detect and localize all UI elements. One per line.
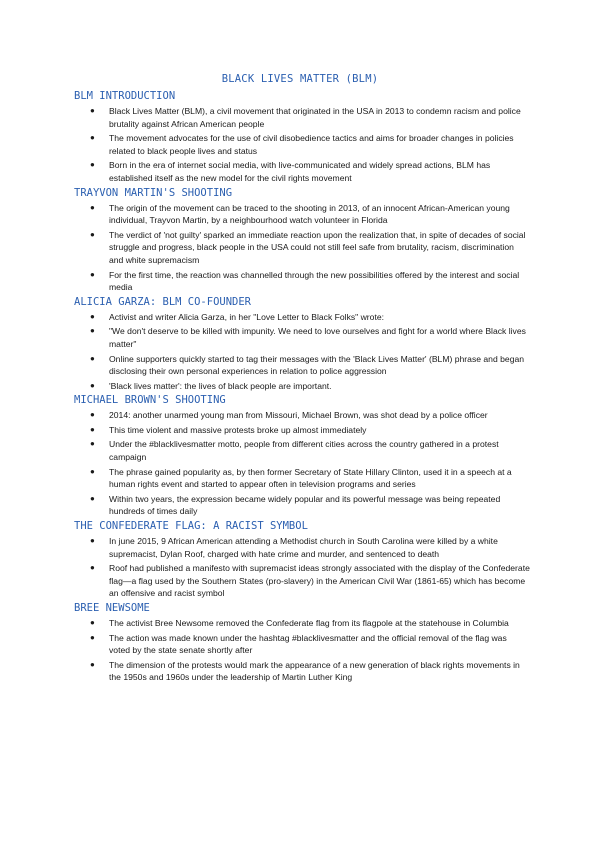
bullet-icon: ● [90,106,95,115]
bullet-text: The verdict of 'not guilty' sparked an immediate reaction upon the realization that, in spite of decades of social struggle and progress, black people in the USA could not still feel safe from brutality, racism, discrimination and white supremacism [109,229,526,265]
section [0,394,600,518]
bullet-list [0,409,600,518]
bullet-item [0,380,600,393]
bullet-text: Roof had published a manifesto with supremacist ideas strongly associated with the display of the Confederate flag—a flag used by the Southern States (pro-slavery) in the American Civil War (1861-65) which has become an offensive and racist symbol [109,563,530,599]
bullet-icon: ● [90,424,95,434]
bullet-item [0,202,600,227]
bullet-icon: ● [90,269,95,279]
bullet-text: Within two years, the expression became widely popular and its powerful message was being repeated hundreds of times daily [109,493,501,517]
bullet-item [0,353,600,378]
section-heading: BREE NEWSOME [74,602,150,614]
bullet-text: Born in the era of internet social media, with live-communicated and widely spread actions, BLM has established itself as the new model for the civil rights movement [109,160,491,183]
bullet-item [0,105,600,130]
bullet-icon: ● [90,618,95,627]
bullet-text: The action was made known under the hashtag #blacklivesmatter and the official removal of the flag was voted by the state senate shortly after [109,632,507,656]
bullet-item [0,132,600,157]
bullet-icon: ● [90,133,95,143]
bullet-text: Online supporters quickly started to tag their messages with the 'Black Lives Matter' (BLM) phrase and began disclosing their own personal experiences in relation to police aggression [109,353,525,377]
bullet-text: For the first time, the reaction was channelled through the new possibilities offered by the interest and social media [109,269,520,293]
bullet-icon: ● [90,160,95,170]
section-heading: ALICIA GARZA: BLM CO-FOUNDER [74,295,252,308]
bullet-list [0,617,600,684]
bullet-icon: ● [90,439,95,449]
document-title: BLACK LIVES MATTER (BLM) [221,73,379,85]
section-heading: BLM INTRODUCTION [74,90,176,102]
bullet-text: The phrase gained popularity as, by then former Secretary of State Hillary Clinton, used it in a speech at a human rights event and started to appear often in television programs and series [109,466,512,490]
bullet-item [0,424,600,437]
bullet-icon: ● [90,493,95,503]
bullet-text: This time violent and massive protests broke up almost immediately [109,424,367,435]
section [0,187,600,294]
bullet-icon: ● [90,311,95,321]
bullet-item [0,438,600,463]
bullet-text: "We don't deserve to be killed with impunity. We need to love ourselves and fight for a world where Black lives matter" [109,326,526,349]
bullet-text: 2014: another unarmed young man from Missouri, Michael Brown, was shot dead by a police officer [109,410,488,421]
bullet-item [0,632,600,657]
section-heading: THE CONFEDERATE FLAG: A RACIST SYMBOL [74,520,308,533]
bullet-icon: ● [90,202,95,212]
bullet-icon: ● [90,536,95,546]
section [0,90,600,185]
bullet-item [0,409,600,422]
bullet-text: In june 2015, 9 African American attending a Methodist church in South Carolina were killed by a white supremacist, Dylan Roof, charged with hate crime and murder, and sentenced to death [109,536,498,559]
bullet-icon: ● [90,659,95,669]
bullet-list [0,311,600,393]
bullet-icon: ● [90,466,95,476]
bullet-text: Under the #blacklivesmatter motto, people from different cities across the country gathered in a protest campaign [109,439,499,463]
bullet-item [0,493,600,518]
section [0,520,600,600]
section [0,602,600,684]
bullet-icon: ● [90,326,95,336]
bullet-text: 'Black lives matter': the lives of black people are important. [109,380,332,391]
bullet-text: Activist and writer Alicia Garza, in her "Love Letter to Black Folks" wrote: [109,311,384,322]
bullet-icon: ● [90,410,95,420]
bullet-item [0,269,600,294]
bullet-text: The dimension of the protests would mark the appearance of a new generation of black rights movements in the 1950s and 1960s under the leadership of Martin Luther King [109,659,520,683]
bullet-item [0,659,600,684]
bullet-item [0,159,600,184]
bullet-icon: ● [90,563,95,573]
bullet-list [0,105,600,185]
bullet-item [0,562,600,600]
bullet-icon: ● [90,353,95,363]
document-body [0,90,600,684]
bullet-list [0,202,600,294]
bullet-item [0,535,600,560]
bullet-item [0,311,600,324]
bullet-text: The movement advocates for the use of civil disobedience tactics and aims for broader changes in policies related to black people lives and status [109,133,514,156]
bullet-text: Black Lives Matter (BLM), a civil movement that originated in the USA in 2013 to condemn racism and police brutality against African American people [109,106,521,129]
bullet-item [0,617,600,630]
bullet-text: The origin of the movement can be traced to the shooting in 2013, of an innocent African-American young individual, Trayvon Martin, by a neighbourhood watch volunteer in Florida [109,202,510,226]
bullet-icon: ● [90,632,95,642]
bullet-list [0,535,600,600]
bullet-text: The activist Bree Newsome removed the Confederate flag from its flagpole at the statehouse in Columbia [109,618,509,628]
section-heading: TRAYVON MARTIN'S SHOOTING [74,186,233,199]
bullet-item [0,466,600,491]
bullet-item [0,325,600,350]
section-heading: MICHAEL BROWN'S SHOOTING [74,394,226,407]
bullet-icon: ● [90,380,95,390]
section [0,296,600,393]
bullet-item [0,229,600,267]
bullet-icon: ● [90,229,95,239]
